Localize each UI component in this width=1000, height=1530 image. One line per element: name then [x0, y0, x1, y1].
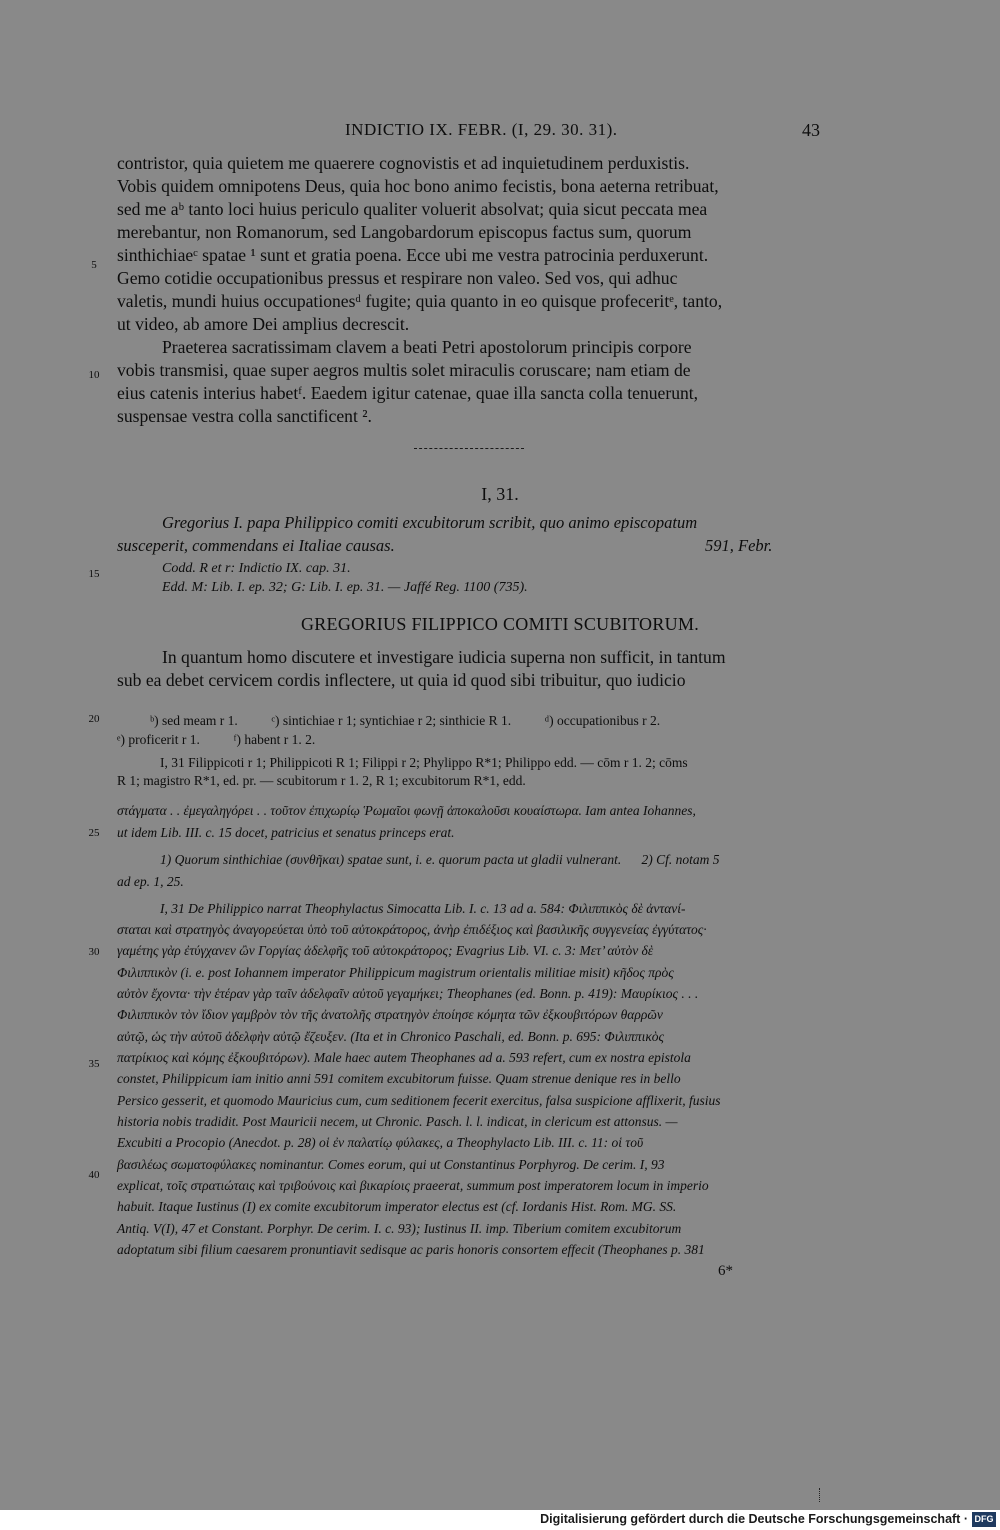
commentary-line: βασιλέως σωματοφύλακες nominantur. Comes eorum, qui ut Constantinus Porphyrog. De cerim. I, 93 [117, 1157, 665, 1172]
dfg-logo: DFG [972, 1512, 996, 1527]
scan-artifact [819, 1488, 822, 1502]
funding-text: Digitalisierung gefördert durch die Deutsche Forschungsgemeinschaft · [540, 1512, 968, 1526]
commentary-line: ut idem Lib. III. c. 15 docet, patricius et senatus princeps erat. [117, 825, 455, 840]
text-line: In quantum homo discutere et investigare iudicia superna non sufficit, in tantum [162, 647, 726, 667]
line-number: 25 [88, 827, 100, 839]
text-line: eius catenis interius habetᶠ. Eaedem igitur catenae, quae illa sancta colla tenuerunt, [117, 383, 699, 403]
commentary-line: πατρίκιος καὶ κόμης ἐξκουβιτόρων). Male haec autem Theophanes ad a. 593 refert, cum ex nostra epistola [117, 1050, 691, 1065]
funding-footer [0, 1510, 1000, 1530]
line-number: 20 [88, 713, 100, 725]
commentary-line: explicat, τοῖς στρατιώταις καὶ τριβούνοις καὶ βικαρίοις praeerat, summum post imperatorem locum in imperio [117, 1178, 709, 1193]
text-line: valetis, mundi huius occupationesᵈ fugite; quia quanto in eo quisque profeceritᵉ, tanto, [117, 291, 723, 311]
line-number: 35 [88, 1058, 100, 1070]
commentary-line: ad ep. 1, 25. [117, 874, 184, 889]
letter-summary: Gregorius I. papa Philippico comiti excubitorum scribit, quo animo episcopatum [162, 513, 698, 532]
text-line: sed me aᵇ tanto loci huius periculo qualiter voluerit absolvat; quia sicut peccata mea [117, 199, 708, 219]
apparatus-line: I, 31 Filippicoti r 1; Philippicoti R 1; Filippi r 2; Phylippo R*1; Philippo edd. — cōm r 1. 2; cōms [160, 755, 688, 770]
running-head: INDICTIO IX. FEBR. (I, 29. 30. 31). [345, 120, 618, 139]
commentary-line: I, 31 De Philippico narrat Theophylactus Simocatta Lib. I. c. 13 ad a. 584: Φιλιππικὸς δὲ ἀντανί- [160, 901, 686, 916]
page-header [0, 120, 1000, 144]
commentary-line: Persico gesserit, et quomodo Mauricius cum, cum seditionem fecerit exercitus, falsa suspicione afflixerit, fusius [117, 1093, 721, 1108]
commentary-line: αὐτὸν ἔχοντα· τὴν ἑτέραν γὰρ ταῖν ἀδελφαῖν αὐτοῦ γεγαμήκει; Theophanes (ed. Bonn. p. 419): Μαυρίκιος . . . [117, 986, 699, 1001]
apparatus-line: R 1; magistro R*1, ed. pr. — scubitorum r 1. 2, R 1; excubitorum R*1, edd. [117, 773, 526, 788]
commentary-line: σταται καὶ στρατηγὸς ἀναγορεύεται ὑπὸ τοῦ αὐτοκράτορος, ἀνὴρ ἐπιδέξιος καὶ βασιλικῆς συγγενείας ἐγγύτατος· [117, 922, 707, 937]
text-line: sinthichiaeᶜ spatae ¹ sunt et gratia poena. Ecce ubi me vestra patrocinia perduxerunt. [117, 245, 709, 265]
text-line: contristor, quia quietem me quaerere cognovistis et ad inquietudinem perduxistis. [117, 153, 690, 173]
codices-line: Codd. R et r: Indictio IX. cap. 31. [162, 561, 351, 576]
commentary-line: historia nobis tradidit. Post Mauricii necem, ut Chronic. Pasch. l. l. indicat, in clericum est attonsus. — [117, 1114, 678, 1129]
text-line: Praeterea sacratissimam clavem a beati Petri apostolorum principis corpore [162, 337, 692, 357]
commentary-line: γαμέτης γὰρ ἐτύγχανεν ὢν Γοργίας ἀδελφῆς τοῦ αὐτοκράτορος; Evagrius Lib. VI. c. 3: Μετ’ αὐτὸν δὲ [117, 943, 654, 958]
commentary-line: constet, Philippicum iam initio anni 591 comitem excubitorum fuisse. Quam strenue denique res in bello [117, 1071, 681, 1086]
signature-mark: 6* [718, 1263, 733, 1279]
commentary-line: Φιλιππικὸν (i. e. post Iohannem imperator Philippicum magistrum orientalis militiae misit) κῆδος πρὸς [117, 965, 674, 980]
commentary-line: Φιλιππικὸν τὸν ἴδιον γαμβρὸν τὸν τῆς ἀνατολῆς στρατηγὸν ἐποίησε κόμητα τῶν ἐξκουβιτόρων θαρρῶν [117, 1007, 663, 1022]
commentary-line: στάγματα . . ἐμεγαληγόρει . . τοῦτον ἐπιχωρίῳ Ῥωμαῖοι φωνῇ ἀποκαλοῦσι κουαίστωρα. Iam antea Iohannes, [117, 803, 696, 818]
section-divider [414, 448, 524, 449]
line-number: 10 [88, 369, 100, 381]
text-line: vobis transmisi, quae super aegros multis solet miraculis coruscare; nam etiam de [117, 360, 691, 380]
text-line: suspensae vestra colla sanctificent ². [117, 406, 372, 426]
letter-title: GREGORIUS FILIPPICO COMITI SCUBITORUM. [300, 614, 700, 634]
line-number: 5 [91, 259, 97, 271]
text-line: Vobis quidem omnipotens Deus, quia hoc bono animo fecistis, bona aeterna retribuat, [117, 176, 719, 196]
section-number: I, 31. [481, 484, 519, 504]
commentary-line: adoptatum sibi filium caesarem pronuntiavit sedisque ac paris honoris consortem effecit (Theophanes p. 381 [117, 1242, 705, 1257]
apparatus-line: ᵇ) sed meam r 1. ᶜ) sintichiae r 1; syntichiae r 2; sinthicie R 1. ᵈ) occupationibus r 2. [150, 713, 661, 728]
letter-summary: susceperit, commendans ei Italiae causas. [117, 536, 395, 555]
text-line: merebantur, non Romanorum, sed Langobardorum episcopus factus sum, quorum [117, 222, 692, 242]
commentary-line: Antiq. V(I), 47 et Constant. Porphyr. De cerim. I. c. 93); Iustinus II. imp. Tiberium comitem excubitorum [117, 1221, 682, 1236]
editions-line: Edd. M: Lib. I. ep. 32; G: Lib. I. ep. 31. — Jaffé Reg. 1100 (735). [162, 580, 528, 595]
line-number: 30 [88, 946, 100, 958]
letter-date: 591, Febr. [705, 536, 773, 555]
commentary-line: habuit. Itaque Iustinus (I) ex comite excubitorum imperator electus est (cf. Iordanis Hist. Rom. MG. SS. [117, 1199, 677, 1214]
apparatus-line: ᵉ) proficerit r 1. ᶠ) habent r 1. 2. [117, 732, 316, 747]
line-number: 40 [88, 1169, 100, 1181]
commentary-line: 1) Quorum sinthichiae (συνθῆκαι) spatae sunt, i. e. quorum pacta ut gladii vulnerant. 2) Cf. notam 5 [160, 852, 720, 867]
page-number: 43 [802, 120, 820, 140]
commentary-line: αὐτῷ, ὡς τὴν αὐτοῦ ἀδελφὴν αὐτῷ ἔζευξεν. (Ita et in Chronico Paschali, ed. Bonn. p. 695: Φιλιππικὸς [117, 1029, 665, 1044]
text-line: sub ea debet cervicem cordis inflectere, ut quia id quod sibi tribuitur, quo iudicio [117, 670, 686, 690]
text-line: Gemo cotidie occupationibus pressus et respirare non valeo. Sed vos, qui adhuc [117, 268, 678, 288]
line-number: 15 [88, 568, 100, 580]
commentary-line: Excubiti a Procopio (Anecdot. p. 28) οἱ ἐν παλατίῳ φύλακες, a Theophylacto Lib. III. c. 11: οἱ τοῦ [117, 1135, 644, 1150]
text-line: ut video, ab amore Dei amplius decrescit. [117, 314, 410, 334]
